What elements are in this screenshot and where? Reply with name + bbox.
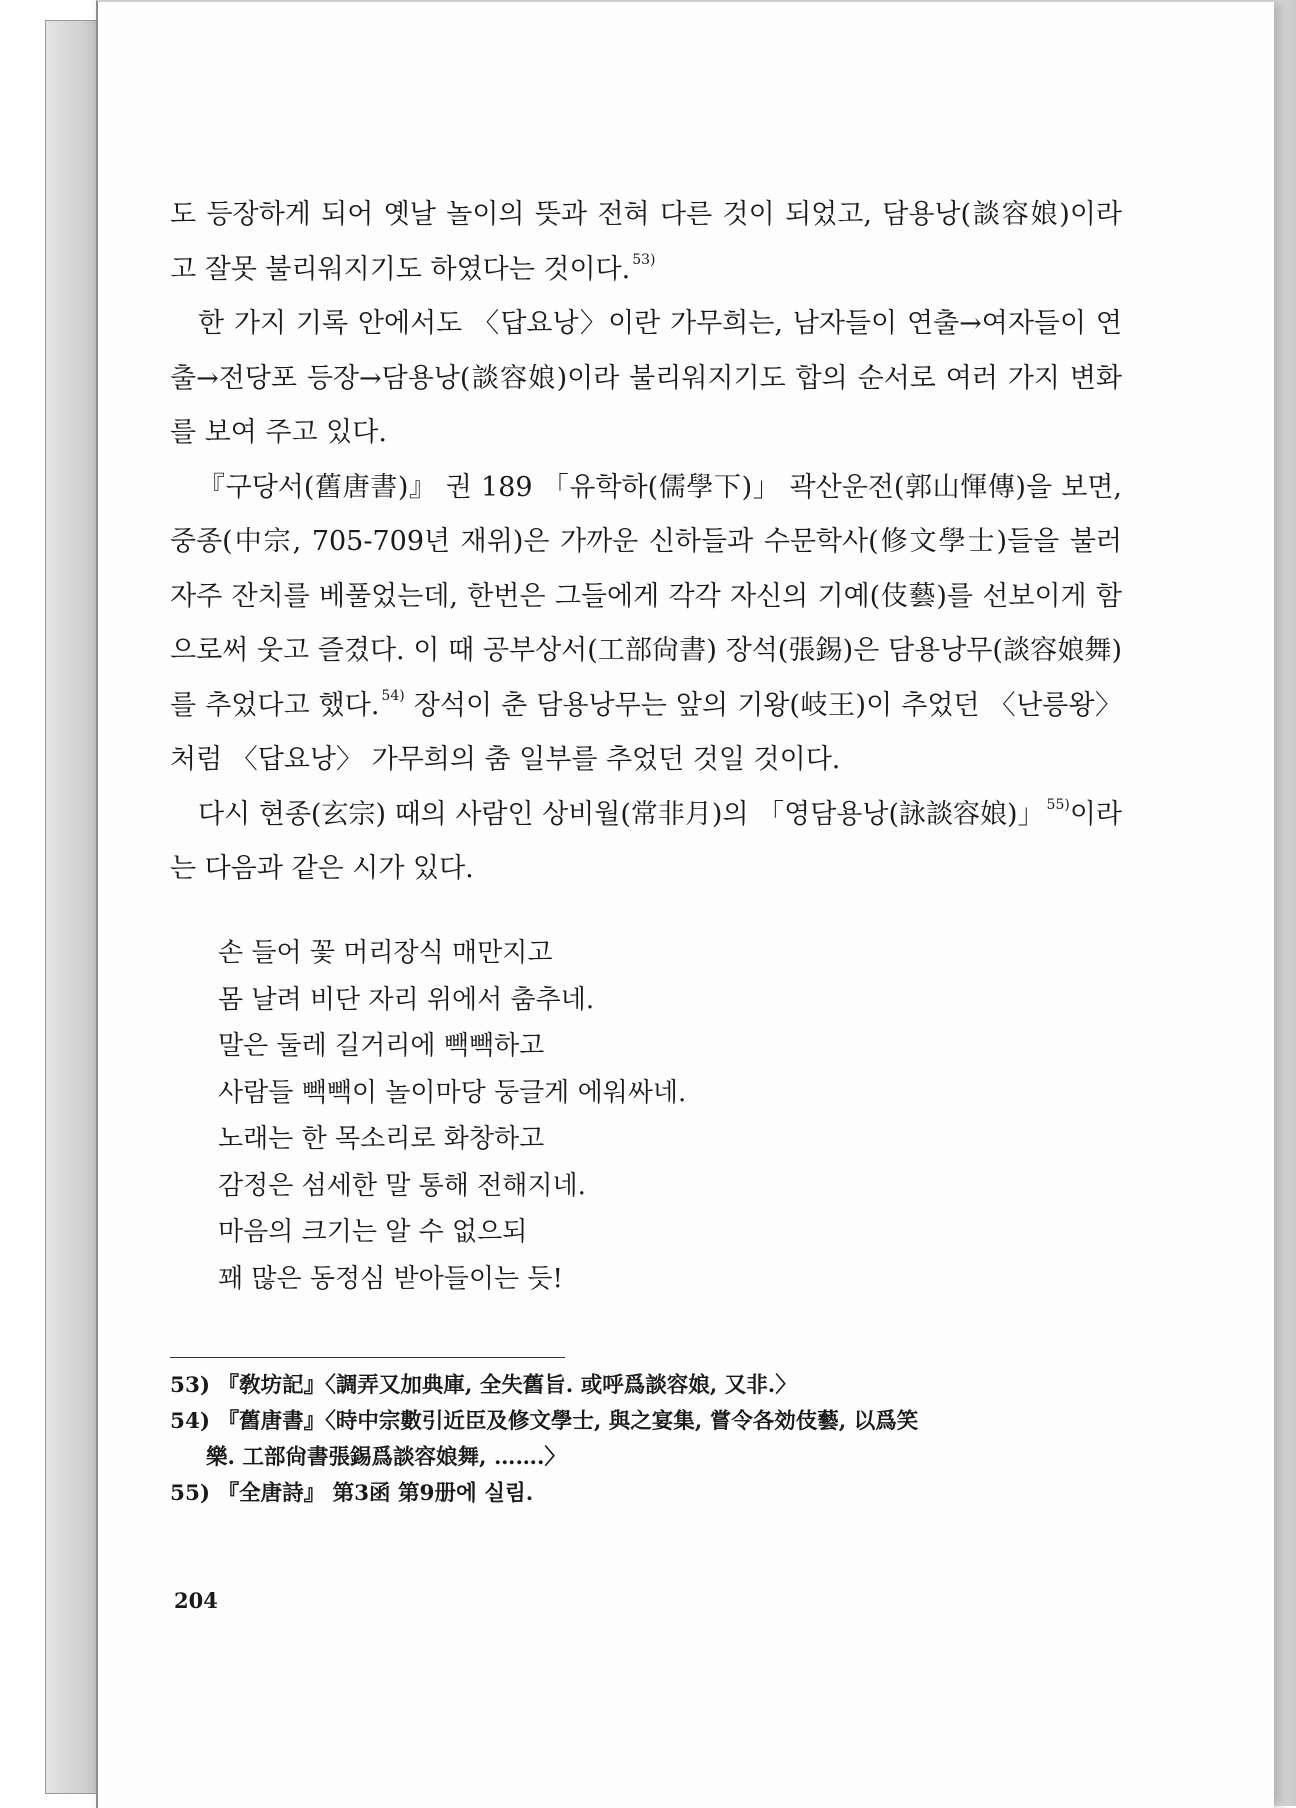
footnote-ref-55: 55) [1046, 796, 1070, 813]
footnote-53: 53) 『敎坊記』〈調弄又加典庫, 全失舊旨. 或呼爲談容娘, 又非.〉 [170, 1373, 797, 1398]
paragraph-1 [170, 188, 1122, 297]
paragraph-4 [170, 788, 1122, 897]
footnote-ref-53: 53) [632, 251, 656, 268]
footnote-54: 54) 『舊唐書』〈時中宗數引近臣及修文學士, 與之宴集, 嘗令各効伎藝, 以爲笑 [170, 1409, 919, 1434]
paragraph-3 [170, 461, 1122, 788]
footnote-ref-54: 54) [381, 687, 405, 704]
poem-line: 손 들어 꽃 머리장식 매만지고 [218, 938, 553, 968]
paragraph-1-text: 도 등장하게 되어 옛날 놀이의 뜻과 전혀 다른 것이 되었고, 담용낭(談容娘)이라고 잘못 불리워지기도 하였다는 것이다. [170, 199, 1122, 285]
poem-line: 마음의 크기는 알 수 없으되 [218, 1217, 528, 1247]
poem-line: 노래는 한 목소리로 화창하고 [218, 1124, 545, 1154]
footnote-55: 55) 『全唐詩』 第3函 第9册에 실림. [170, 1481, 534, 1506]
poem-line: 사람들 빽빽이 놀이마당 둥글게 에워싸네. [218, 1077, 687, 1108]
poem-line: 꽤 많은 동정심 받아들이는 듯! [218, 1263, 563, 1294]
poem-block [218, 930, 1098, 1302]
body-text [170, 188, 1122, 897]
footnote-54-continuation: 樂. 工部尙書張錫爲談容娘舞, …….〉 [206, 1445, 566, 1470]
poem-line: 감정은 섬세한 말 통해 전해지네. [218, 1170, 586, 1201]
footnotes [170, 1368, 1130, 1512]
page-number: 204 [174, 1588, 218, 1613]
footnote-divider [170, 1357, 565, 1358]
paragraph-3-text-a: 『구당서(舊唐書)』 권 189 「유학하(儒學下)」 곽산운전(郭山惲傳)을 보면, 중종(中宗, 705-709년 재위)은 가까운 신하들과 수문학사(修文學士)들을 불러 자주 잔치를 베풀었는데, 한번은 그들에게 각각 자신의 기예(伎藝)를 선보이게 함으로써 웃고 즐겼다. 이 때 공부상서(工部尙書) 장석(張錫)은 담용낭무(談容娘舞)를 추었다고 했다. [170, 471, 1122, 721]
paragraph-2: 한 가지 기록 안에서도 〈답요낭〉이란 가무희는, 남자들이 연출→여자들이 연출→전당포 등장→담용낭(談容娘)이라 불리워지기도 합의 순서로 여러 가지 변화를 보여 주고 있다. [170, 308, 1122, 448]
paragraph-4-text-a: 다시 현종(玄宗) 때의 사람인 상비월(常非月)의 「영담용낭(詠談容娘)」 [198, 798, 1045, 830]
paragraph-4-text-b: 이라는 다음과 같은 시가 있다. [170, 798, 1122, 884]
poem-line: 몸 날려 비단 자리 위에서 춤추네. [218, 984, 595, 1015]
poem-line: 말은 둘레 길거리에 빽빽하고 [218, 1031, 545, 1061]
paragraph-3-text-b: 장석이 춘 담용낭무는 앞의 기왕(岐王)이 추었던 〈난릉왕〉처럼 〈답요낭〉 가무희의 춤 일부를 추었던 것일 것이다. [170, 689, 1122, 775]
book-spine-edge [45, 20, 103, 1794]
